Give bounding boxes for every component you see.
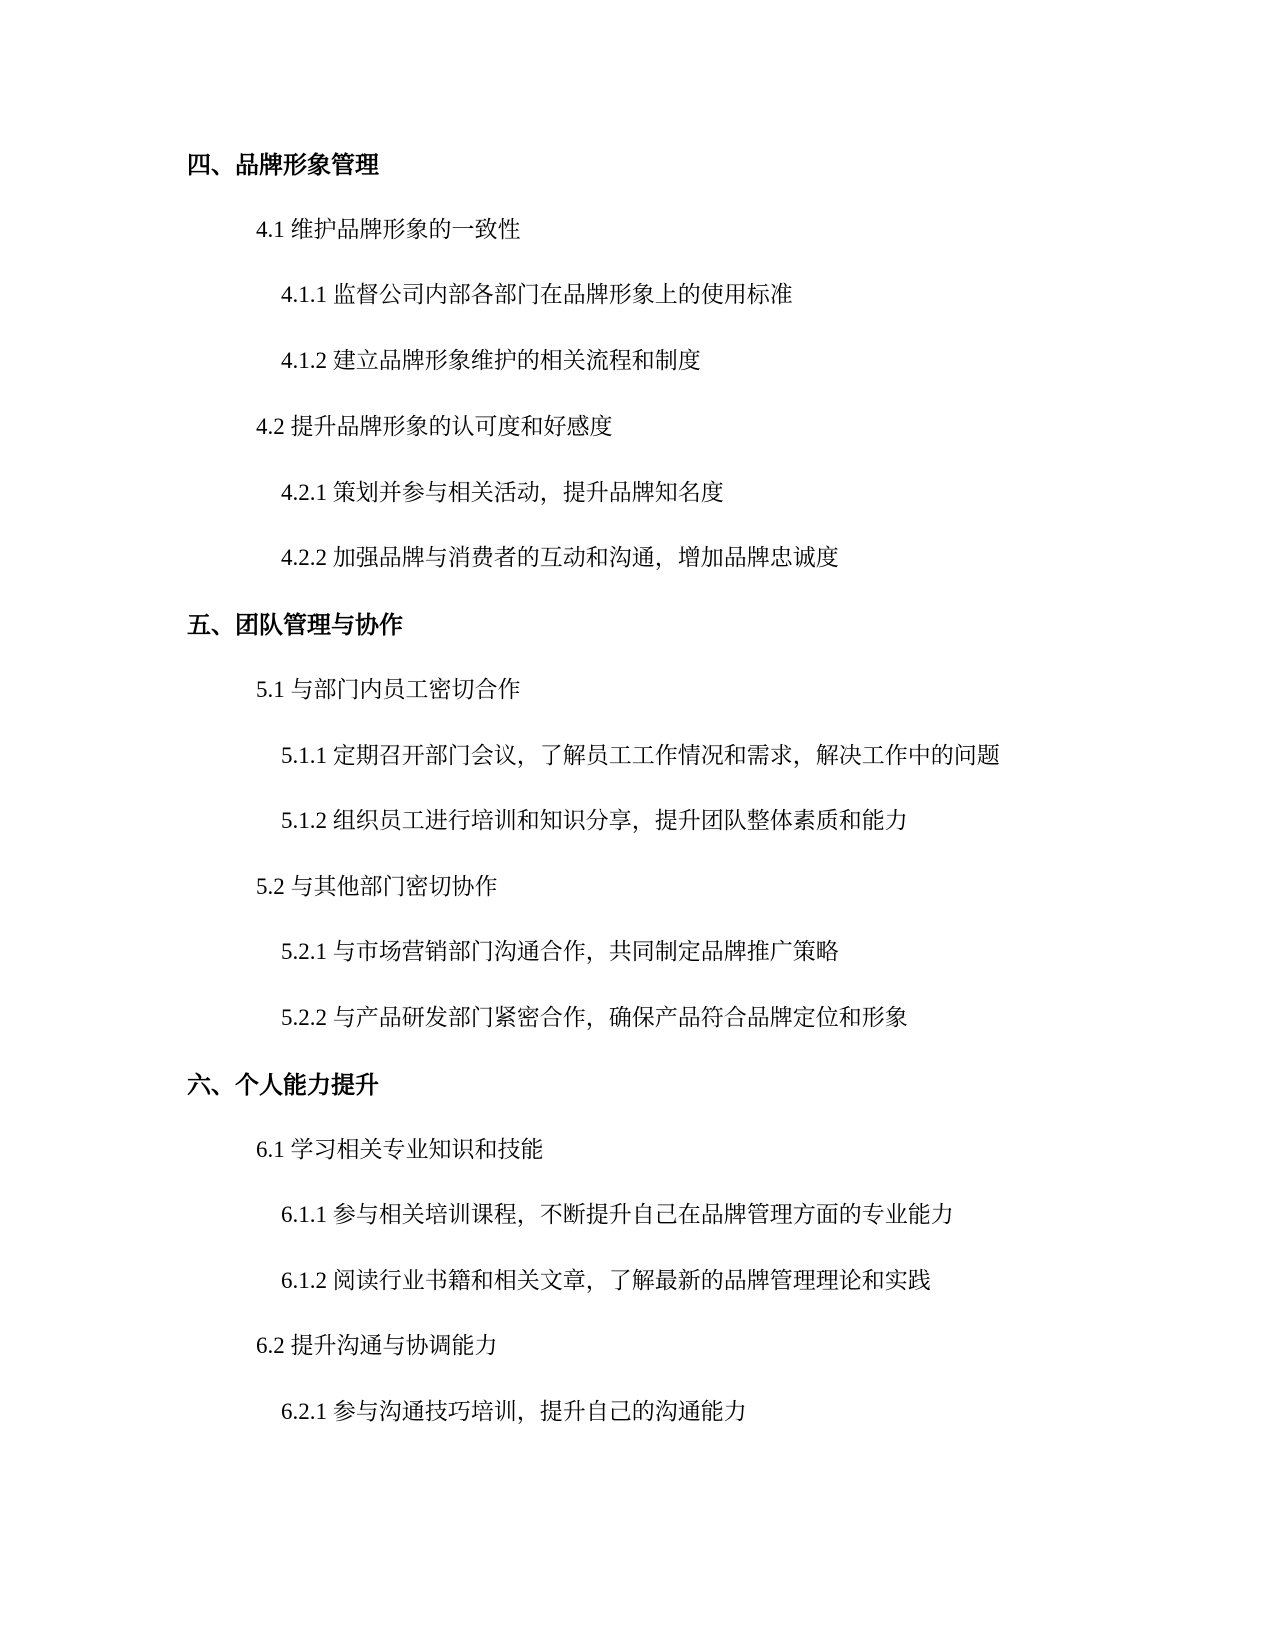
section-heading: 六、个人能力提升	[187, 1071, 379, 1099]
list-item: 5.1.2 组织员工进行培训和知识分享，提升团队整体素质和能力	[281, 808, 908, 833]
subsection-heading: 5.1 与部门内员工密切合作	[256, 677, 521, 702]
list-item: 4.2.1 策划并参与相关活动，提升品牌知名度	[281, 480, 724, 505]
subsection-heading: 6.1 学习相关专业知识和技能	[256, 1137, 544, 1162]
list-item: 5.1.1 定期召开部门会议，了解员工工作情况和需求，解决工作中的问题	[281, 743, 1000, 768]
section-heading: 四、品牌形象管理	[187, 151, 379, 179]
list-item: 6.2.1 参与沟通技巧培训，提升自己的沟通能力	[281, 1399, 747, 1424]
list-item: 5.2.2 与产品研发部门紧密合作，确保产品符合品牌定位和形象	[281, 1005, 908, 1030]
list-item: 5.2.1 与市场营销部门沟通合作，共同制定品牌推广策略	[281, 939, 839, 964]
section-heading: 五、团队管理与协作	[187, 611, 403, 639]
list-item: 6.1.2 阅读行业书籍和相关文章，了解最新的品牌管理理论和实践	[281, 1268, 931, 1293]
list-item: 6.1.1 参与相关培训课程，不断提升自己在品牌管理方面的专业能力	[281, 1202, 954, 1227]
subsection-heading: 4.2 提升品牌形象的认可度和好感度	[256, 414, 613, 439]
list-item: 4.1.1 监督公司内部各部门在品牌形象上的使用标准	[281, 282, 793, 307]
subsection-heading: 5.2 与其他部门密切协作	[256, 874, 498, 899]
subsection-heading: 6.2 提升沟通与协调能力	[256, 1333, 498, 1358]
list-item: 4.1.2 建立品牌形象维护的相关流程和制度	[281, 348, 701, 373]
subsection-heading: 4.1 维护品牌形象的一致性	[256, 217, 521, 242]
list-item: 4.2.2 加强品牌与消费者的互动和沟通，增加品牌忠诚度	[281, 545, 839, 570]
